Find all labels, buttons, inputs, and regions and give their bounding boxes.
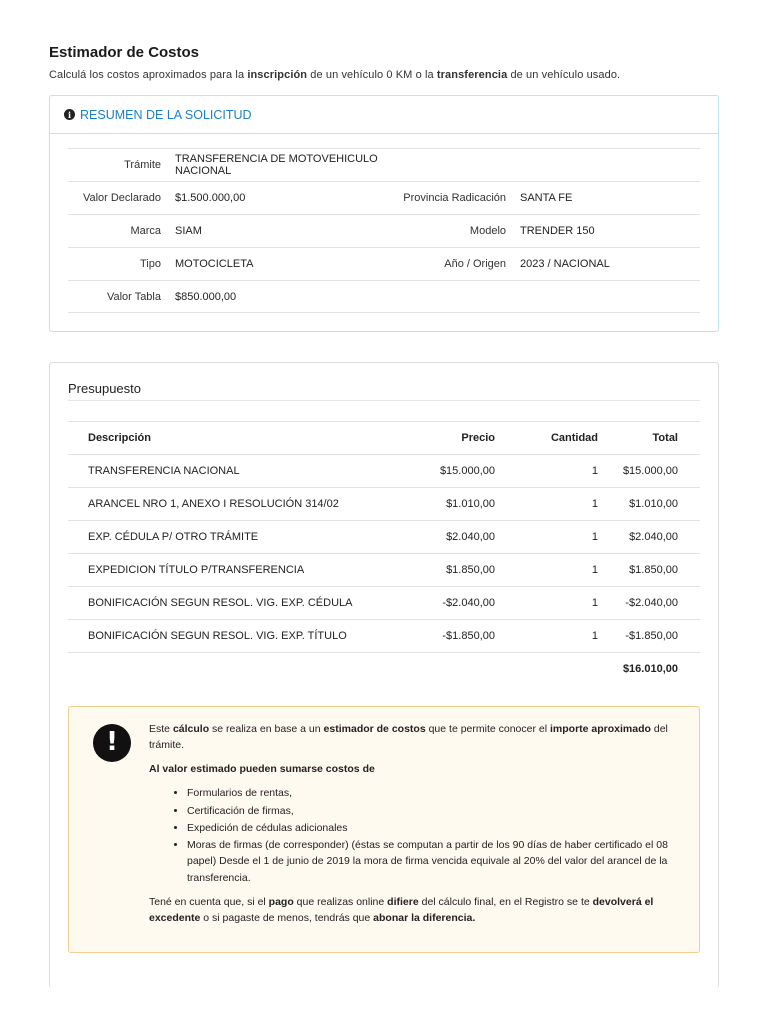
summary-row xyxy=(68,214,700,247)
col-total: Total xyxy=(598,422,700,455)
row-total: $1.010,00 xyxy=(598,488,700,521)
grand-total-row xyxy=(68,653,700,686)
summary-label-2: Modelo xyxy=(469,225,506,237)
row-description: TRANSFERENCIA NACIONAL xyxy=(68,455,375,488)
grand-total-spacer xyxy=(495,653,598,686)
notice-emphasis: importe aproximado xyxy=(550,722,651,735)
row-price: $2.040,00 xyxy=(375,521,495,554)
list-item: • Moras de firmas (de corresponder) (éstas se computan a partir de los 90 días de haber certificado el 08 papel) Desde el 1 de junio de 2019 la mora de firma vencida equivale al 20% del valor del arancel de la transferencia. xyxy=(187,837,685,886)
col-quantity: Cantidad xyxy=(495,422,598,455)
list-item: • Formularios de rentas, xyxy=(187,785,685,801)
notice-text: Este xyxy=(149,722,173,735)
row-description: ARANCEL NRO 1, ANEXO I RESOLUCIÓN 314/02 xyxy=(68,488,375,521)
row-total: $15.000,00 xyxy=(598,455,700,488)
col-price: Precio xyxy=(375,422,495,455)
list-item: • Expedición de cédulas adicionales xyxy=(187,820,685,836)
subtitle-text-3: de un vehículo usado. xyxy=(507,69,621,81)
notice-extra-costs-heading: Al valor estimado pueden sumarse costos de xyxy=(149,763,375,776)
notice-text: del trámite. xyxy=(149,722,668,751)
notice-text: del cálculo final, en el Registro se te xyxy=(418,895,593,908)
list-item: • Certificación de firmas, xyxy=(187,803,685,819)
notice-text: o si pagaste de menos, tendrás que xyxy=(200,912,374,925)
row-quantity: 1 xyxy=(495,488,598,521)
page-subtitle xyxy=(49,69,719,81)
summary-value: $1.500.000,00 xyxy=(175,192,246,204)
notice-text: se realiza en base a un xyxy=(209,722,324,735)
row-total: -$1.850,00 xyxy=(598,620,700,653)
summary-value: TRANSFERENCIA DE MOTOVEHICULO NACIONAL xyxy=(175,153,378,177)
notice-text: Tené en cuenta que, si el xyxy=(149,895,269,908)
notice-emphasis: devolverá el excedente xyxy=(149,895,654,925)
budget-panel xyxy=(49,362,719,988)
notice-emphasis: pago xyxy=(268,895,294,908)
row-price: -$2.040,00 xyxy=(375,587,495,620)
request-summary-panel xyxy=(49,95,719,332)
summary-value-2: TRENDER 150 xyxy=(520,225,595,237)
summary-label: Trámite xyxy=(124,159,161,171)
info-circle-icon: i xyxy=(64,109,75,120)
summary-header xyxy=(50,96,718,134)
summary-label: Valor Declarado xyxy=(82,192,161,204)
summary-row xyxy=(68,181,700,214)
row-total: -$2.040,00 xyxy=(598,587,700,620)
row-description: EXP. CÉDULA P/ OTRO TRÁMITE xyxy=(68,521,375,554)
row-description: BONIFICACIÓN SEGUN RESOL. VIG. EXP. CÉDULA xyxy=(68,587,375,620)
row-total: $2.040,00 xyxy=(598,521,700,554)
table-row xyxy=(68,554,700,587)
summary-label: Tipo xyxy=(140,258,161,270)
summary-value: $850.000,00 xyxy=(175,290,237,303)
summary-row xyxy=(68,148,700,181)
row-price: $1.850,00 xyxy=(375,554,495,587)
row-quantity: 1 xyxy=(495,620,598,653)
subtitle-text-1: Calculá los costos aproximados para la xyxy=(49,69,248,81)
summary-label-2: Provincia Radicación xyxy=(403,192,506,204)
table-row xyxy=(68,455,700,488)
budget-header-row xyxy=(68,422,700,455)
exclamation-circle-icon: ! xyxy=(93,724,131,762)
summary-value: MOTOCICLETA xyxy=(175,258,254,270)
budget-table xyxy=(68,421,700,686)
budget-title: Presupuesto xyxy=(68,381,700,401)
subtitle-bold-2: transferencia xyxy=(436,69,508,81)
budget-rows xyxy=(68,455,700,686)
table-row xyxy=(68,620,700,653)
table-row xyxy=(68,521,700,554)
row-price: -$1.850,00 xyxy=(375,620,495,653)
page-title: Estimador de Costos xyxy=(49,44,200,61)
notice-text: que realizas online xyxy=(293,895,388,908)
table-row xyxy=(68,488,700,521)
row-quantity: 1 xyxy=(495,587,598,620)
row-description: EXPEDICION TÍTULO P/TRANSFERENCIA xyxy=(68,554,375,587)
estimate-notice xyxy=(68,706,700,954)
row-quantity: 1 xyxy=(495,521,598,554)
grand-total-spacer xyxy=(375,653,495,686)
summary-value-2: 2023 / NACIONAL xyxy=(520,258,610,270)
row-total: $1.850,00 xyxy=(598,554,700,587)
notice-paragraph-3 xyxy=(149,894,685,927)
row-quantity: 1 xyxy=(495,455,598,488)
row-description: BONIFICACIÓN SEGUN RESOL. VIG. EXP. TÍTULO xyxy=(68,620,375,653)
notice-emphasis: abonar la diferencia. xyxy=(373,912,476,925)
row-quantity: 1 xyxy=(495,554,598,587)
summary-label: Valor Tabla xyxy=(106,290,161,303)
notice-emphasis: cálculo xyxy=(172,722,210,735)
grand-total-spacer xyxy=(68,653,375,686)
grand-total-value: $16.010,00 xyxy=(622,663,678,676)
notice-text: que te permite conocer el xyxy=(425,722,550,735)
summary-label: Marca xyxy=(130,225,161,237)
summary-row xyxy=(68,280,700,313)
summary-value-2: SANTA FE xyxy=(520,192,573,204)
summary-table xyxy=(50,134,718,331)
table-row xyxy=(68,587,700,620)
summary-value: SIAM xyxy=(175,225,202,237)
row-price: $1.010,00 xyxy=(375,488,495,521)
notice-paragraph-1 xyxy=(149,721,685,754)
notice-emphasis: estimador de costos xyxy=(323,722,426,735)
row-price: $15.000,00 xyxy=(375,455,495,488)
notice-extra-costs-list xyxy=(187,785,685,886)
subtitle-bold-1: inscripción xyxy=(247,69,308,81)
summary-row xyxy=(68,247,700,280)
col-description: Descripción xyxy=(68,422,375,455)
summary-label-2: Año / Origen xyxy=(444,258,506,270)
notice-emphasis: difiere xyxy=(387,895,419,908)
summary-heading: RESUMEN DE LA SOLICITUD xyxy=(80,107,252,122)
subtitle-text-2: de un vehículo 0 KM o la xyxy=(307,69,437,81)
notice-paragraph-2 xyxy=(149,761,685,777)
